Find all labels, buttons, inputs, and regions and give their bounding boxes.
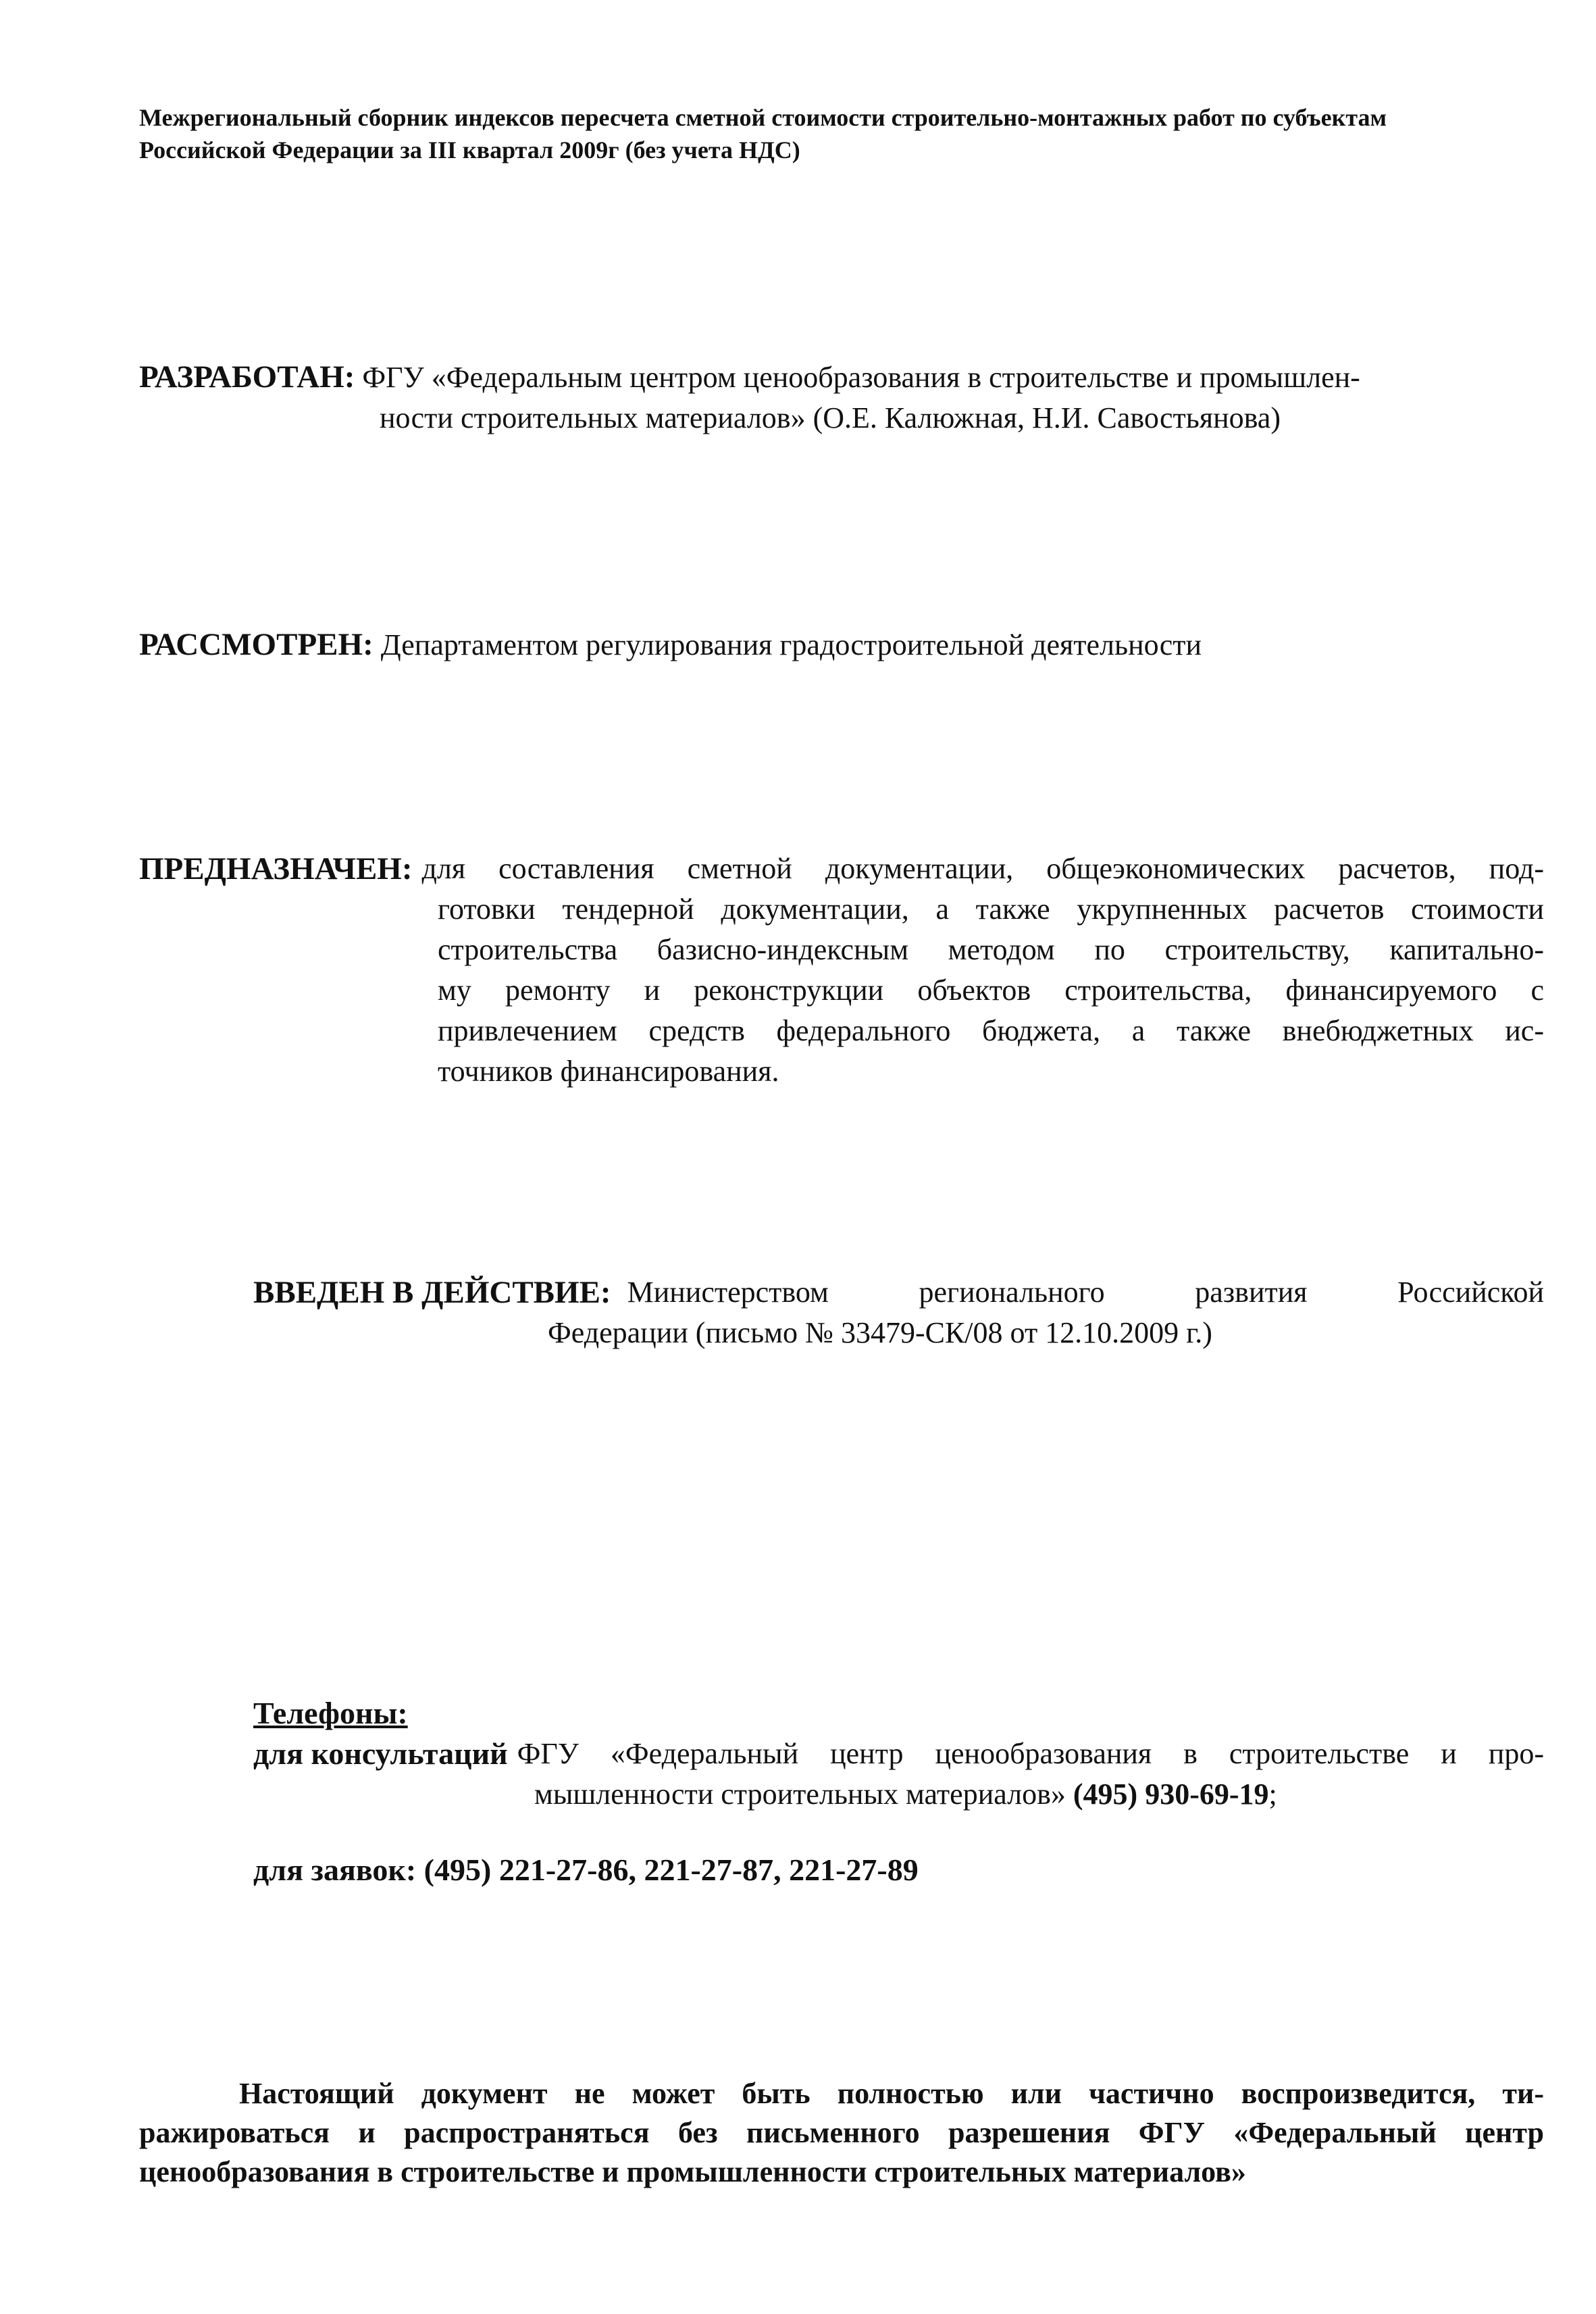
enacted-word: Министерством xyxy=(627,1276,829,1309)
notice-line: ценообразования в строительстве и промышленности строительных материалов» xyxy=(139,2155,1246,2188)
purpose-text-line: строительства базисно-индексным методом по строительству, капитально- xyxy=(438,933,1544,966)
consult-phone: (495) 930-69-19 xyxy=(1073,1778,1269,1811)
header-line: Российской Федерации за III квартал 2009г (без учета НДС) xyxy=(139,136,800,164)
document-header xyxy=(139,101,1544,166)
enacted-word: Российской xyxy=(1397,1276,1544,1309)
copyright-notice xyxy=(139,2074,1544,2192)
reviewed-by-label: РАССМОТРЕН: xyxy=(139,627,374,662)
enacted-section xyxy=(253,1272,1544,1353)
consult-text: мышленности строительных материалов» xyxy=(534,1778,1066,1811)
purpose-text-line: точников финансирования. xyxy=(438,1055,779,1088)
phones-section xyxy=(253,1693,1544,1815)
reviewed-by-text: Департаментом регулирования градостроительной деятельности xyxy=(380,628,1202,661)
developed-by-section xyxy=(139,357,1544,438)
orders-phones: для заявок: (495) 221-27-86, 221-27-87, 221-27-89 xyxy=(253,1853,919,1887)
purpose-text-line: му ремонту и реконструкции объектов строительства, финансируемого с xyxy=(438,974,1544,1007)
enacted-word: развития xyxy=(1195,1276,1308,1309)
consult-end: ; xyxy=(1268,1778,1277,1811)
purpose-section xyxy=(139,849,1544,1092)
consult-text: ФГУ «Федеральный центр ценообразования в строительстве и про- xyxy=(517,1737,1544,1770)
notice-line: Настоящий документ не может быть полностью или частично воспроизведится, ти- xyxy=(239,2077,1544,2110)
developed-by-text: ности строительных материалов» (О.Е. Калюжная, Н.И. Савостьянова) xyxy=(380,401,1281,434)
purpose-text-line: готовки тендерной документации, а также укрупненных расчетов стоимости xyxy=(438,892,1544,926)
notice-line: ражироваться и распространяться без письменного разрешения ФГУ «Федеральный центр xyxy=(139,2116,1544,2149)
phones-title: Телефоны: xyxy=(253,1696,408,1730)
enacted-text: Федерации (письмо № 33479-СК/08 от 12.10.2009 г.) xyxy=(548,1316,1212,1349)
header-line: Межрегиональный сборник индексов пересчета сметной стоимости строительно-монтажных работ по субъектам xyxy=(139,104,1387,131)
consult-label: для консультаций xyxy=(253,1736,508,1771)
enacted-word: регионального xyxy=(919,1276,1105,1309)
reviewed-by-section xyxy=(139,624,1544,665)
purpose-text-line: для составления сметной документации, общеэкономических расчетов, под- xyxy=(421,852,1544,885)
developed-by-label: РАЗРАБОТАН: xyxy=(139,359,355,395)
purpose-label: ПРЕДНАЗНАЧЕН: xyxy=(139,851,413,886)
enacted-label: ВВЕДЕН В ДЕЙСТВИЕ: xyxy=(253,1275,611,1310)
purpose-text-line: привлечением средств федерального бюджета, а также внебюджетных ис- xyxy=(438,1014,1544,1047)
developed-by-text: ФГУ «Федеральным центром ценообразования в строительстве и промышлен- xyxy=(362,361,1360,394)
